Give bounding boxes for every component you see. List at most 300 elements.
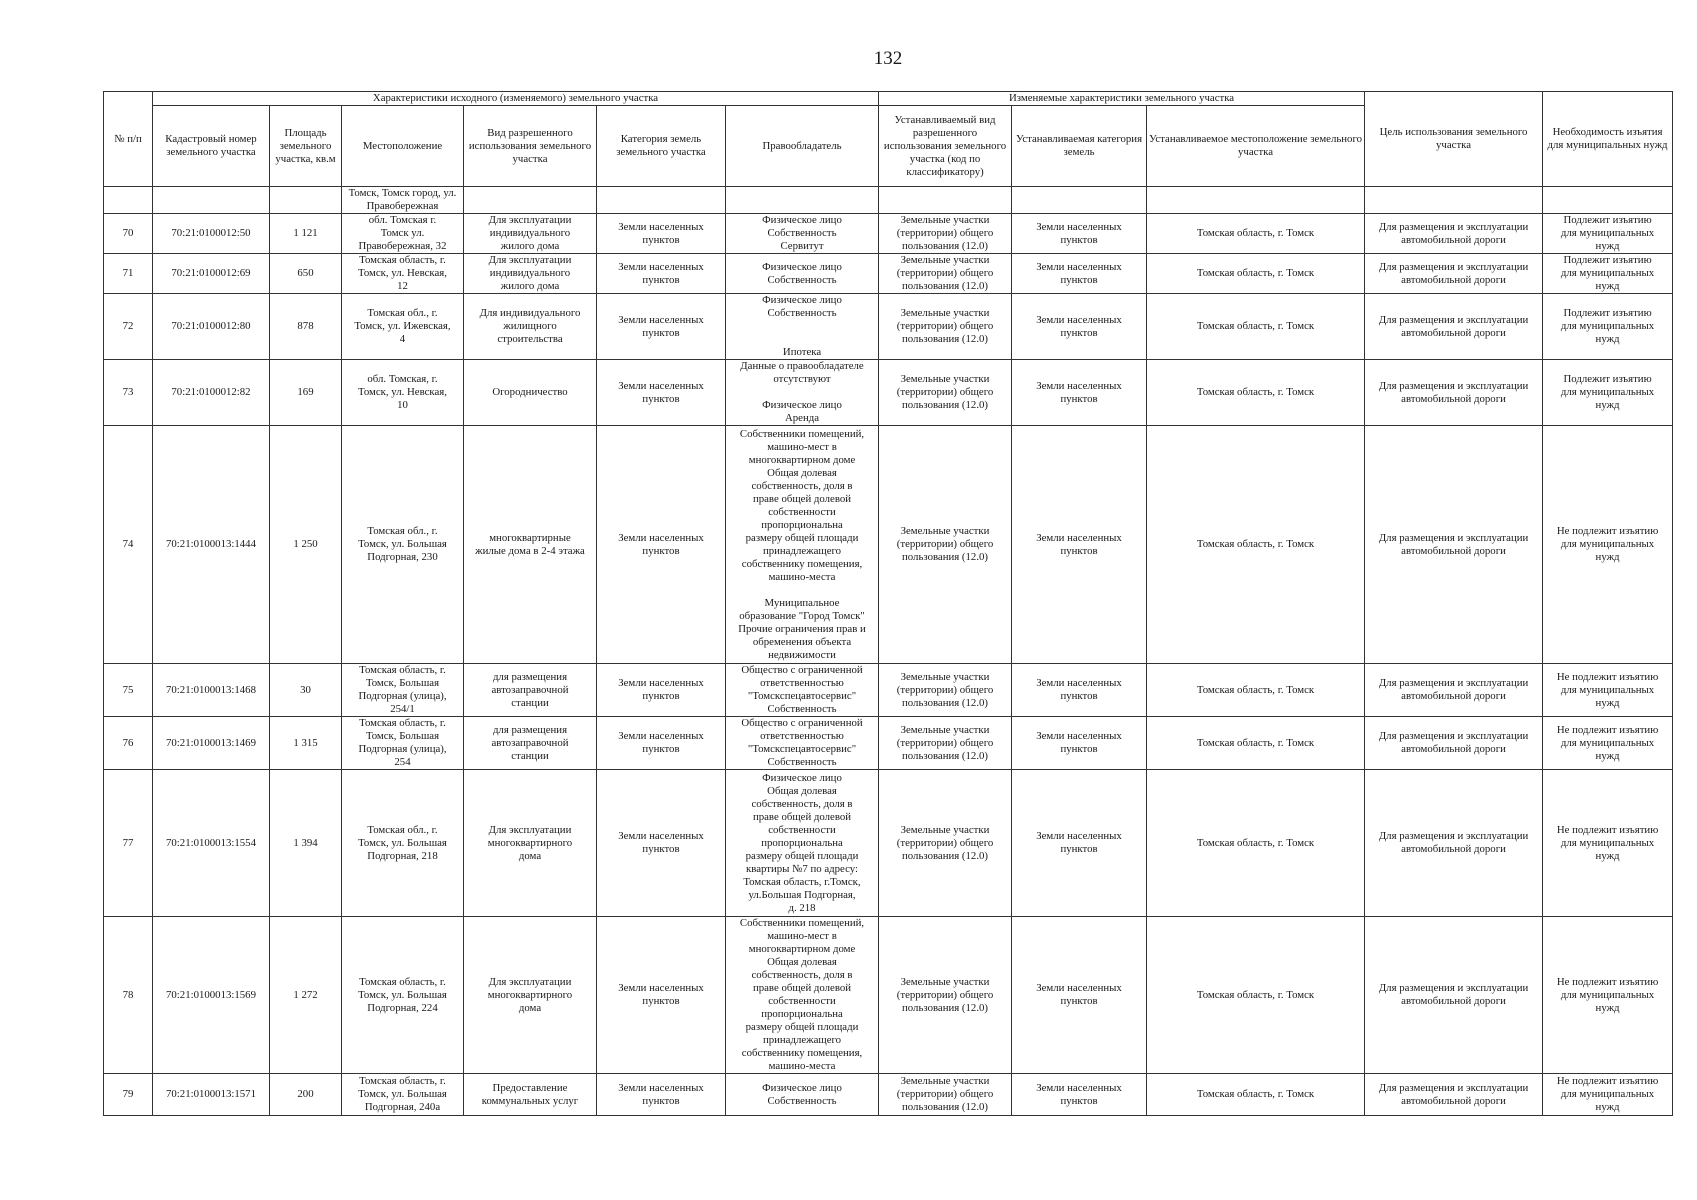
cell-line: (территории) общего (896, 320, 994, 332)
cell-location (342, 664, 464, 717)
cell-line: пользования (12.0) (902, 333, 989, 345)
cell-line: собственность, доля в (751, 969, 853, 981)
cell-line: размеру общей площади (745, 1021, 859, 1033)
cell-line: (территории) общего (896, 736, 994, 749)
cell-line: Земли населенных (618, 1081, 704, 1094)
cell-line: дома (518, 1001, 542, 1014)
cell-line: Для размещения и эксплуатации (1378, 313, 1529, 326)
cell-cadastral: 70:21:0100012:50 (153, 214, 270, 254)
cell-line: Общество с ограниченной (741, 664, 863, 676)
cell-category (597, 214, 726, 254)
cell-line: Томская область, г. (359, 1075, 446, 1087)
cell-line: Подгорная, 240а (364, 1101, 441, 1113)
cell-line: пунктов (1060, 273, 1098, 286)
cell-line: пользования (12.0) (902, 551, 989, 563)
cell-line: Томская область, г. (359, 717, 446, 729)
cell-area: 878 (270, 294, 342, 360)
cell-line: автомобильной дороги (1401, 690, 1506, 702)
cell-line: Земельные участки (900, 1075, 990, 1087)
cell-line: Земельные участки (900, 823, 990, 836)
cell-line: Для размещения и эксплуатации (1378, 531, 1529, 544)
cell-line: принадлежащего (762, 1034, 842, 1046)
cell-location (342, 717, 464, 770)
header-cadastral: Кадастровый номер земельного участка (153, 106, 270, 187)
cell-line: Для эксплуатации (488, 254, 572, 266)
table-row (104, 360, 1673, 426)
cell-no: 79 (104, 1074, 153, 1116)
cell-purpose (1365, 426, 1543, 664)
cell-line: Земли населенных (1036, 677, 1122, 689)
cell-line: пропорциональна (761, 518, 843, 531)
cell-permitted-use (464, 664, 597, 717)
cell-line: пунктов (642, 995, 680, 1007)
cell-line: пользования (12.0) (902, 280, 989, 292)
cell-category (597, 294, 726, 360)
cell-line: (территории) общего (896, 836, 994, 849)
cell-new-location: Томская область, г. Томск (1147, 214, 1365, 254)
cell-cadastral: 70:21:0100013:1569 (153, 917, 270, 1074)
cell-line: Томская область, г.Томск, (743, 875, 861, 888)
cell-line: Подгорная, 230 (367, 551, 438, 563)
cell-line: Томск, ул. Большая (358, 988, 447, 1001)
cell-permitted-use (464, 770, 597, 917)
cell-line: Томск, ул. Невская, (358, 267, 447, 279)
cell-line: Земельные участки (900, 723, 990, 736)
cell-line: собственности (768, 505, 836, 518)
cell-line: Томск, ул. Большая (358, 836, 447, 849)
cell-line (728, 584, 876, 597)
cell-line: жилищного (503, 320, 557, 332)
cell-line: ответственностью (760, 730, 844, 742)
cell-line: Данные о правообладателе (740, 360, 864, 372)
cell-new-category (1012, 664, 1147, 717)
cell-line: Земли населенных (1036, 830, 1122, 842)
cell-line: 10 (397, 399, 408, 411)
cell-line: пунктов (642, 1094, 680, 1107)
cell-line: Для размещения и эксплуатации (1378, 730, 1529, 742)
header-no: № п/п (104, 92, 153, 187)
cell-line: автомобильной дороги (1401, 326, 1506, 339)
cell-line: собственнику помещения, (741, 1047, 863, 1059)
cell-line: нужд (1595, 280, 1620, 292)
cell-line: Земли населенных (618, 730, 704, 742)
cell-purpose (1365, 254, 1543, 294)
cell-location (342, 917, 464, 1074)
cell-line: Томск, Большая (365, 677, 440, 689)
cell-line: Земельные участки (900, 254, 990, 266)
cell-category (597, 664, 726, 717)
cell-line: ул.Большая Подгорная, (748, 888, 856, 901)
cell-line: Томская обл., г. (367, 307, 438, 319)
cell-line: Земли населенных (1036, 982, 1122, 994)
cell-line: станции (511, 749, 549, 762)
cell-line: Земли населенных (1036, 531, 1122, 544)
cell-line: Физическое лицо (762, 1081, 842, 1094)
cell-new-location: Томская область, г. Томск (1147, 1074, 1365, 1116)
cell-no: 76 (104, 717, 153, 770)
cell-owner (726, 426, 879, 664)
table-row (104, 214, 1673, 254)
cell-owner (726, 294, 879, 360)
cell-line: Подлежит изъятию (1563, 254, 1652, 266)
cell-permitted-use (464, 294, 597, 360)
cell-line: (территории) общего (896, 1088, 994, 1100)
cell-cadastral: 70:21:0100012:80 (153, 294, 270, 360)
cell-line: многоквартирном доме (748, 943, 856, 955)
cell-line: автомобильной дороги (1401, 995, 1506, 1007)
cell-line: Общая долевая (767, 784, 837, 797)
cell-line: автомобильной дороги (1401, 392, 1506, 405)
cell-line: Земельные участки (900, 525, 990, 537)
cell-location (342, 294, 464, 360)
cell-line: Томск, ул. Большая (358, 538, 447, 550)
cell-permitted-use (464, 917, 597, 1074)
cell-line: (территории) общего (896, 988, 994, 1001)
header-purpose: Цель использования земельного участка (1365, 92, 1543, 187)
cell-line: нужд (1595, 333, 1620, 345)
cell-line: Томская обл., г. (367, 525, 438, 537)
cell-category (597, 717, 726, 770)
cell-area: 169 (270, 360, 342, 426)
cell-line: Для эксплуатации (488, 975, 572, 988)
cell-line: нужд (1595, 696, 1620, 709)
cell-area: 1 315 (270, 717, 342, 770)
cell-line: Собственность (767, 703, 837, 715)
cell-no: 70 (104, 214, 153, 254)
header-area: Площадь земельного участка, кв.м (270, 106, 342, 187)
cell-line: пользования (12.0) (902, 749, 989, 762)
cell-new-location: Томская область, г. Томск (1147, 294, 1365, 360)
cell-no: 73 (104, 360, 153, 426)
cell-line: нужд (1595, 1001, 1620, 1014)
cell-area: 1 272 (270, 917, 342, 1074)
cell-new-location: Томская область, г. Томск (1147, 360, 1365, 426)
cell-line: для муниципальных (1560, 736, 1655, 749)
cell-line: Общество с ограниченной (741, 717, 863, 729)
cell-line: для размещения (492, 670, 568, 683)
cell-line: "Томскспецавтосервис" (747, 743, 857, 755)
cell-line: Земельные участки (900, 373, 990, 385)
cell-line: Для размещения и эксплуатации (1378, 379, 1529, 392)
cell-line: Земельные участки (900, 214, 990, 226)
cell-location (342, 426, 464, 664)
cell-area: 200 (270, 1074, 342, 1116)
cell-line: автозаправочной (491, 683, 569, 696)
cell-line: индивидуального (489, 267, 571, 279)
table-row (104, 770, 1673, 917)
table-row (104, 254, 1673, 294)
cell-no: 78 (104, 917, 153, 1074)
cell-new-location: Томская область, г. Томск (1147, 254, 1365, 294)
cell-location (342, 770, 464, 917)
cell-no: 74 (104, 426, 153, 664)
cell-line: пунктов (1060, 233, 1098, 246)
cell-line: пунктов (642, 326, 680, 339)
cell-line: многоквартирные (489, 531, 571, 544)
cell-line: Томск ул. (380, 227, 425, 239)
cell-line: 254 (394, 756, 411, 768)
cell-line: Собственность (767, 756, 837, 768)
cell-line: для муниципальных (1560, 267, 1655, 279)
cell-category (597, 254, 726, 294)
cell-line: Для размещения и эксплуатации (1378, 677, 1529, 689)
cell-line: нужд (1595, 749, 1620, 762)
cell-line: нужд (1595, 551, 1620, 563)
cell-line (728, 386, 876, 399)
cell-line: Правобережная, 32 (358, 240, 447, 252)
cell-line: пунктов (1060, 1094, 1098, 1107)
cell-line: принадлежащего (762, 544, 842, 557)
cell-line: образование "Город Томск" (739, 609, 865, 622)
cell-permitted-use (464, 426, 597, 664)
cell-line: Для размещения и эксплуатации (1378, 982, 1529, 994)
cell-line: Не подлежит изъятию (1556, 525, 1659, 537)
cell-new-use (879, 254, 1012, 294)
cell-line: Собственность (767, 227, 837, 239)
cell-permitted-use (464, 1074, 597, 1116)
cell-category (597, 917, 726, 1074)
cell-new-use (879, 717, 1012, 770)
cell-purpose (1365, 214, 1543, 254)
cell-line: для муниципальных (1560, 320, 1655, 332)
cell-line: пунктов (642, 392, 680, 405)
cell-line: Прочие ограничения прав и (738, 622, 866, 635)
cell-new-location: Томская область, г. Томск (1147, 717, 1365, 770)
cell-area: 30 (270, 664, 342, 717)
cell-line: Томская область, г. (359, 975, 446, 988)
header-group-changed: Изменяемые характеристики земельного участка (879, 92, 1365, 106)
cell-line (728, 320, 876, 333)
cell-line: Земли населенных (618, 313, 704, 326)
header-group-row (104, 92, 1673, 106)
cell-new-use (879, 1074, 1012, 1116)
cell-line: Подгорная, 224 (367, 1001, 438, 1014)
cell-line: многоквартирного (487, 836, 573, 849)
cell-line: пунктов (1060, 544, 1098, 557)
cell-new-location: Томская область, г. Томск (1147, 917, 1365, 1074)
cell-line: обременения объекта (752, 635, 852, 648)
cell-line: Общая долевая (767, 956, 837, 968)
cell-line: Земли населенных (618, 220, 704, 233)
cell-need (1543, 360, 1673, 426)
cell-line: собственность, доля в (751, 797, 853, 810)
cell-line: пунктов (642, 233, 680, 246)
cell-line: Земли населенных (1036, 260, 1122, 273)
cell-line: Земли населенных (1036, 1081, 1122, 1094)
cell-new-category (1012, 294, 1147, 360)
cell-line: нужд (1595, 240, 1620, 252)
table-row (104, 664, 1673, 717)
cell-line: Не подлежит изъятию (1556, 723, 1659, 736)
cell-line: автозаправочной (491, 736, 569, 749)
table-row (104, 917, 1673, 1074)
cell-permitted-use (464, 254, 597, 294)
cell-new-use (879, 426, 1012, 664)
cell-line: нужд (1595, 399, 1620, 411)
cell-new-use (879, 770, 1012, 917)
cell-new-use (879, 294, 1012, 360)
table-row (104, 294, 1673, 360)
cell-line: многоквартирного (487, 988, 573, 1001)
cell-owner (726, 664, 879, 717)
header-need: Необходимость изъятия для муниципальных нужд (1543, 92, 1673, 187)
cell-line: Подлежит изъятию (1563, 373, 1652, 385)
cell-line: Земли населенных (618, 531, 704, 544)
cell-new-category (1012, 360, 1147, 426)
cell-new-category (1012, 917, 1147, 1074)
cell-need (1543, 294, 1673, 360)
cell-line: Земельные участки (900, 975, 990, 988)
cell-line: Подлежит изъятию (1563, 307, 1652, 319)
cell-line: квартиры №7 по адресу: (746, 862, 859, 875)
table-row (104, 717, 1673, 770)
header-location: Местоположение (342, 106, 464, 187)
cell-area: 1 250 (270, 426, 342, 664)
cell-line: (территории) общего (896, 538, 994, 550)
cell-new-category (1012, 770, 1147, 917)
cell-line: Земли населенных (618, 677, 704, 689)
cell-no: 77 (104, 770, 153, 917)
cell-line: пользования (12.0) (902, 399, 989, 411)
cell-new-use (879, 214, 1012, 254)
cell-new-location: Томская область, г. Томск (1147, 426, 1365, 664)
cell-line: размеру общей площади (745, 531, 859, 544)
cell-cadastral: 70:21:0100013:1571 (153, 1074, 270, 1116)
cell-line: Сервитут (780, 240, 824, 252)
cell-line: обл. Томская, г. (367, 373, 438, 385)
header-new-location: Устанавливаемое местоположение земельного участка (1147, 106, 1365, 187)
cell-new-category (1012, 214, 1147, 254)
cell-line: Подгорная (улица), (358, 690, 447, 702)
cell-line: Подгорная, 218 (367, 849, 438, 862)
cell-need (1543, 917, 1673, 1074)
cell-line: Подлежит изъятию (1563, 214, 1652, 226)
cell-line: 4 (399, 333, 406, 345)
cell-purpose (1365, 294, 1543, 360)
cell-line: Для размещения и эксплуатации (1378, 220, 1529, 233)
cell-new-category (1012, 426, 1147, 664)
cell-line: (территории) общего (896, 267, 994, 279)
cell-line: "Томскспецавтосервис" (747, 690, 857, 702)
cell-location (342, 254, 464, 294)
cell-need (1543, 254, 1673, 294)
cell-line: Томск, ул. Большая (358, 1088, 447, 1100)
cell-line: Для индивидуального (479, 307, 581, 319)
cell-line: пунктов (642, 544, 680, 557)
cell-line: Предоставление (492, 1081, 568, 1094)
cell-owner (726, 1074, 879, 1116)
cell-line: Огородничество (492, 386, 568, 398)
cell-line: Физическое лицо (762, 214, 842, 226)
cell-purpose (1365, 360, 1543, 426)
header-group-source: Характеристики исходного (изменяемого) земельного участка (153, 92, 879, 106)
cell-line: многоквартирном доме (748, 453, 856, 466)
cell-line (728, 333, 876, 346)
cell-line: автомобильной дороги (1401, 743, 1506, 755)
cell-line: недвижимости (768, 648, 836, 661)
cell-line: Ипотека (782, 346, 822, 358)
cell-line: для муниципальных (1560, 538, 1655, 550)
cell-line: пропорциональна (761, 836, 843, 849)
cell-owner (726, 360, 879, 426)
cell-line: для муниципальных (1560, 386, 1655, 398)
cell-line: Физическое лицо (762, 771, 842, 784)
cell-owner (726, 917, 879, 1074)
cell-line: Физическое лицо (762, 260, 842, 273)
cell-line: пунктов (642, 690, 680, 702)
cell-line: для муниципальных (1560, 988, 1655, 1001)
cell-new-location: Томская область, г. Томск (1147, 664, 1365, 717)
cell-need (1543, 717, 1673, 770)
cell-need (1543, 664, 1673, 717)
cell-line: для муниципальных (1560, 683, 1655, 696)
cell-line: Не подлежит изъятию (1556, 975, 1659, 988)
header-owner: Правообладатель (726, 106, 879, 187)
cell-line: Томск, ул. Невская, (358, 386, 447, 398)
cell-line: машино-места (768, 570, 836, 583)
cell-category (597, 770, 726, 917)
cell-location (342, 1074, 464, 1116)
table-row-blank (104, 187, 1673, 214)
cell-line: Общая долевая (767, 466, 837, 479)
cell-line: коммунальных услуг (481, 1094, 579, 1107)
cell-line: Аренда (784, 412, 820, 424)
cell-line: Томская обл., г. (367, 823, 438, 836)
cell-line: Физическое лицо (762, 399, 842, 411)
cell-new-use (879, 664, 1012, 717)
cell-line: отсутствуют (773, 373, 831, 385)
cell-line: Земельные участки (900, 670, 990, 683)
header-category: Категория земель земельного участка (597, 106, 726, 187)
cell-line: пользования (12.0) (902, 1001, 989, 1014)
cell-location (342, 214, 464, 254)
cell-line: Томск, Большая (365, 730, 440, 742)
cell-line: пунктов (642, 843, 680, 855)
cell-line: строительства (497, 333, 563, 345)
cell-line: Для эксплуатации (488, 823, 572, 836)
cell-line: Земли населенных (1036, 220, 1122, 233)
cell-line: праве общей долевой (752, 982, 852, 994)
cell-area: 1 121 (270, 214, 342, 254)
cell-line: станции (511, 696, 549, 709)
cell-line: собственности (768, 995, 836, 1007)
cell-line: Земельные участки (900, 307, 990, 319)
cell-line: пунктов (1060, 392, 1098, 405)
cell-purpose (1365, 664, 1543, 717)
cell-owner (726, 214, 879, 254)
cell-line: автомобильной дороги (1401, 1094, 1506, 1107)
table-body (104, 187, 1673, 1116)
cell-line: собственность, доля в (751, 479, 853, 492)
cell-line: пунктов (642, 743, 680, 755)
cell-line: Земли населенных (1036, 379, 1122, 392)
cell-line: Собственники помещений, (739, 917, 865, 929)
cell-line: пользования (12.0) (902, 849, 989, 862)
cell-line: собственности (768, 823, 836, 836)
cell-line: пунктов (1060, 843, 1098, 855)
cell-line: собственнику помещения, (741, 557, 863, 570)
cell-line: жилого дома (500, 240, 560, 252)
cell-line: (территории) общего (896, 227, 994, 239)
cell-line: (территории) общего (896, 386, 994, 398)
header-permitted-use: Вид разрешенного использования земельного участка (464, 106, 597, 187)
cell-line: Для размещения и эксплуатации (1378, 1081, 1529, 1094)
cell-line: Земли населенных (618, 830, 704, 842)
cell-line: пунктов (642, 273, 680, 286)
cell-line: Томская область, г. (359, 664, 446, 676)
cell-line: обл. Томская г. (368, 214, 437, 226)
cell-purpose (1365, 917, 1543, 1074)
